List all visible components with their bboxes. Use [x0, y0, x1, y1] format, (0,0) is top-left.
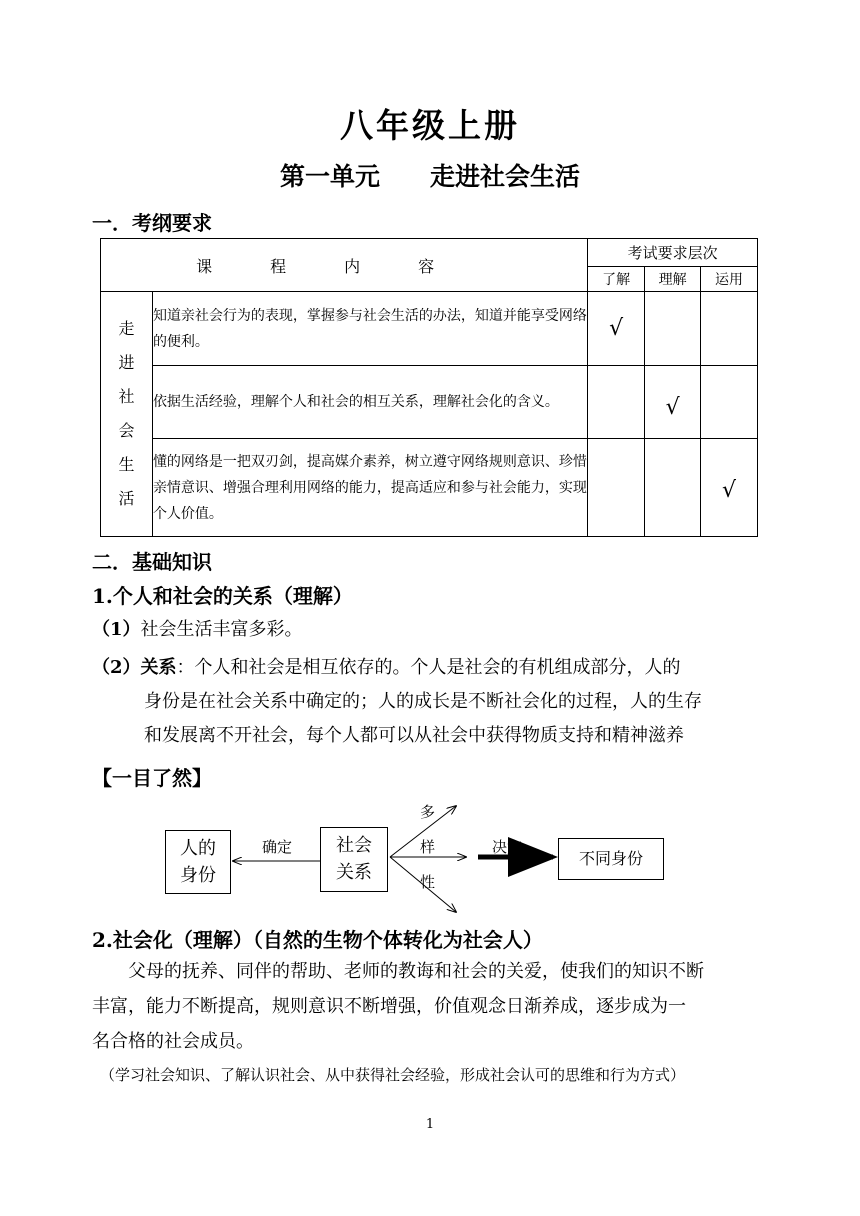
- diversity-char-3: 性: [420, 873, 436, 891]
- social-relations-box: 社会 关系: [320, 827, 388, 892]
- point-2: （2）关系：个人和社会是相互依存的。个人是社会的有机组成部分，人的 身份是在社会关系中确定的；人的成长是不断社会化的过程，人的生存 和发展离不开社会，每个人都可以从社会中获得物质支持和精神滋养: [92, 652, 792, 752]
- page-number: 1: [425, 1117, 435, 1132]
- paragraph-line-3: 名合格的社会成员。: [92, 1031, 254, 1052]
- table-row: 依据生活经验，理解个人和社会的相互关系，理解社会化的含义。: [152, 366, 587, 439]
- table-header-levels: 考试要求层次: [588, 239, 758, 267]
- paragraph-line-1: 父母的抚养、同伴的帮助、老师的教诲和社会的关爱，使我们的知识不断: [128, 961, 704, 982]
- header-content-text: 课程内容: [196, 256, 493, 276]
- socialization-paragraph: [92, 956, 782, 1058]
- section-exam-requirements: 一．考纲要求: [92, 211, 212, 235]
- topic-individual-society: 1.个人和社会的关系（理解）: [92, 584, 353, 608]
- diversity-arrow-down: [390, 857, 456, 912]
- level-comprehend: 理解: [645, 267, 701, 292]
- point-2-line-1: 个人和社会是相互依存的。个人是社会的有机组成部分，人的: [194, 657, 681, 678]
- point-1-text: 社会生活丰富多彩。: [140, 619, 303, 640]
- group-label: 走 进 社 会 生 活: [101, 292, 153, 537]
- point-2-line-2: 身份是在社会关系中确定的；人的成长是不断社会化的过程，人的生存: [144, 691, 702, 712]
- page-title: 八年级上册: [340, 106, 520, 145]
- table-row: 知道亲社会行为的表现，掌握参与社会生活的办法，知道并能享受网络的便利。: [152, 292, 587, 366]
- decide-label: 决定: [492, 838, 523, 856]
- check-mark: √: [645, 366, 701, 439]
- level-apply: 运用: [701, 267, 758, 292]
- point-1-number: （1）: [92, 619, 141, 640]
- point-2-line-3: 和发展离不开社会，每个人都可以从社会中获得物质支持和精神滋养: [144, 725, 684, 746]
- section-basic-knowledge: 二．基础知识: [92, 550, 212, 574]
- paragraph-line-2: 丰富，能力不断提高，规则意识不断增强，价值观念日渐养成，逐步成为一: [92, 996, 686, 1017]
- check-mark: √: [701, 439, 758, 537]
- diversity-arrow-up: [390, 806, 456, 857]
- unit-label: 第一单元: [279, 162, 380, 191]
- determine-label: 确定: [262, 838, 293, 856]
- level-understand: 了解: [588, 267, 645, 292]
- person-identity-box: 人的 身份: [165, 830, 231, 894]
- different-identity-box: 不同身份: [558, 838, 664, 880]
- topic-socialization: 2.社会化（理解）（自然的生物个体转化为社会人）: [92, 928, 543, 952]
- glance-heading: 【一目了然】: [92, 766, 212, 790]
- table-row: 懂的网络是一把双刃剑，提高媒介素养，树立遵守网络规则意识、珍惜亲情意识、增强合理利用网络的能力，提高适应和参与社会能力，实现个人价值。: [152, 439, 587, 537]
- check-mark: √: [588, 292, 645, 366]
- point-2-number: （2）: [92, 657, 141, 678]
- unit-name: 走进社会生活: [430, 162, 581, 191]
- socialization-note: （学习社会知识、了解认识社会、从中获得社会经验，形成社会认可的思维和行为方式）: [100, 1066, 686, 1084]
- diversity-char-1: 多: [420, 803, 436, 821]
- point-2-key: 关系: [140, 657, 177, 678]
- diversity-char-2: 样: [420, 838, 436, 856]
